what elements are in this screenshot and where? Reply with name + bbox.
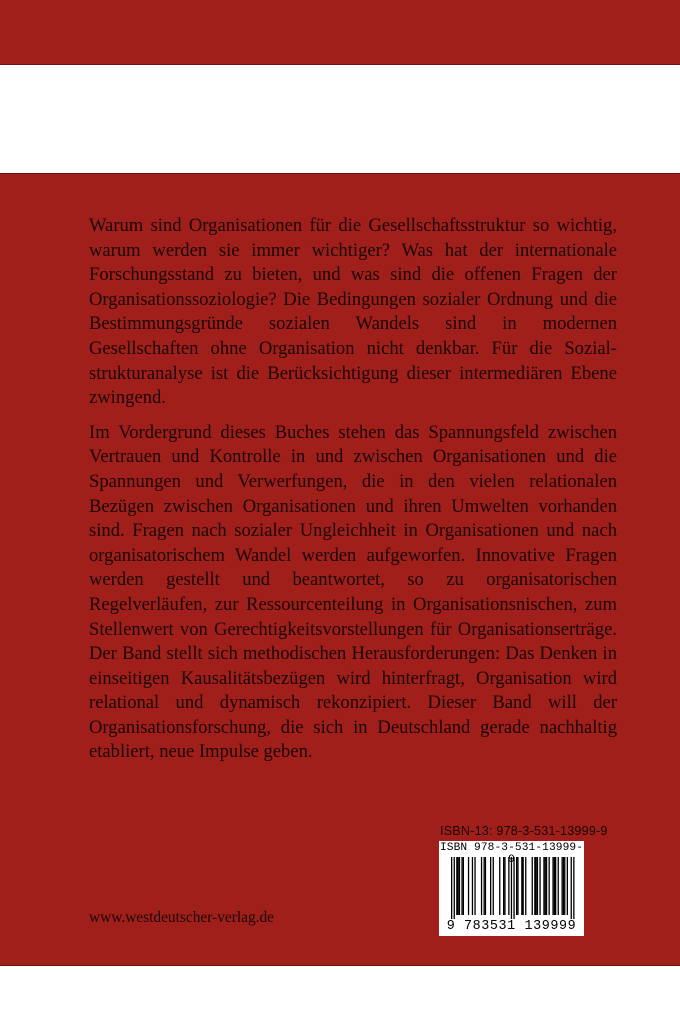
barcode-bar	[454, 857, 455, 919]
barcode-bar	[511, 857, 512, 919]
barcode-bar	[516, 857, 517, 915]
publisher-website: www.westdeutscher-verlag.de	[89, 909, 275, 926]
barcode-bar	[456, 857, 457, 915]
barcode-bar	[503, 857, 504, 915]
barcode-isbn-text: ISBN 978-3-531-13999-9	[439, 842, 584, 866]
barcode	[439, 841, 584, 936]
barcode-bar	[545, 857, 546, 915]
barcode-bar	[493, 857, 494, 915]
barcode-bar	[485, 857, 486, 915]
barcode-bar	[555, 857, 556, 915]
barcode-bar	[543, 857, 544, 915]
barcode-bar	[521, 857, 522, 915]
barcode-bar	[536, 857, 537, 915]
barcode-bar	[472, 857, 473, 915]
barcode-bar	[461, 857, 462, 915]
barcode-bar	[504, 857, 505, 915]
barcode-bar	[513, 857, 514, 919]
title-white-band	[0, 64, 680, 174]
barcode-bar	[558, 857, 559, 915]
barcode-bar	[546, 857, 547, 915]
barcode-bar	[549, 857, 550, 915]
barcode-bar	[458, 857, 459, 915]
barcode-bar	[484, 857, 485, 915]
barcode-digits: 9 783531 139999	[446, 919, 577, 934]
barcode-bar	[474, 857, 475, 915]
barcode-bar	[523, 857, 524, 915]
isbn13-label: ISBN-13: 978-3-531-13999-9	[440, 824, 608, 838]
barcode-bar	[525, 857, 526, 915]
barcode-bar	[459, 857, 460, 915]
barcode-bars	[439, 857, 584, 919]
barcode-bar	[451, 857, 452, 919]
blurb-text	[89, 214, 617, 775]
barcode-bar	[468, 857, 469, 915]
blurb-paragraph-2: Im Vordergrund dieses Buches stehen das Spannungsfeld zwischen Vertrauen und Kontrolle in und zwischen Organisationen und die Spannungen und Verwerfungen, die in den vielen relationalen Bezügen zwischen Organisationen und ihren Umwelten vorhanden sind. Fragen nach sozialer Ungleichheit in Organisationen und nach organisatorischem Wandel werden aufgeworfen. Innovative Fragen werden gestellt und beantwortet, so zu organisatorischen Regelverläufen, zur Ressourcenteilung in Organisationsnischen, zum Stellenwert von Gerechtigkeitsvorstellungen für Organisationserträge. Der Band stellt sich methodischen Herausforderungen: Das Denken in einseitigen Kausalitätsbezügen wird hinterfragt, Organisation wird relational und dynamisch rekonzipiert. Dieser Band will der Organisationsforschung, die sich in Deutschland gerade nachhaltig etabliert, neue Impulse geben.	[89, 421, 617, 763]
barcode-bar	[499, 857, 500, 915]
barcode-bar	[463, 857, 464, 915]
barcode-bar	[537, 857, 538, 915]
barcode-bar	[490, 857, 491, 915]
barcode-bar	[539, 857, 540, 915]
barcode-bar	[554, 857, 555, 915]
barcode-bar	[571, 857, 572, 919]
barcode-bar	[532, 857, 533, 915]
barcode-bar	[563, 857, 564, 915]
barcode-bar	[573, 857, 574, 919]
barcode-bar	[481, 857, 482, 915]
barcode-bar	[552, 857, 553, 915]
barcode-bar	[564, 857, 565, 915]
barcode-bar	[562, 857, 563, 915]
bottom-white-band	[0, 965, 680, 1021]
top-red-band	[0, 0, 680, 64]
barcode-bar	[508, 857, 509, 915]
blurb-paragraph-1: Warum sind Organisationen für die Gesellschaftsstruktur so wichtig, warum werden sie immer wichtiger? Was hat der internationale Forschungsstand zu bieten, und was sind die offenen Fragen der Organisationssoziologie? Die Bedingungen sozialer Ordnung und die Bestimmungsgründe sozialen Wandels sind in modernen Gesellschaften ohne Organisation nicht denkbar. Für die Sozialstrukturanalyse ist die Berücksichtigung dieser intermediären Ebene zwingend.	[89, 215, 617, 409]
barcode-bar	[567, 857, 568, 915]
barcode-bar	[517, 857, 518, 915]
barcode-bar	[534, 857, 535, 915]
